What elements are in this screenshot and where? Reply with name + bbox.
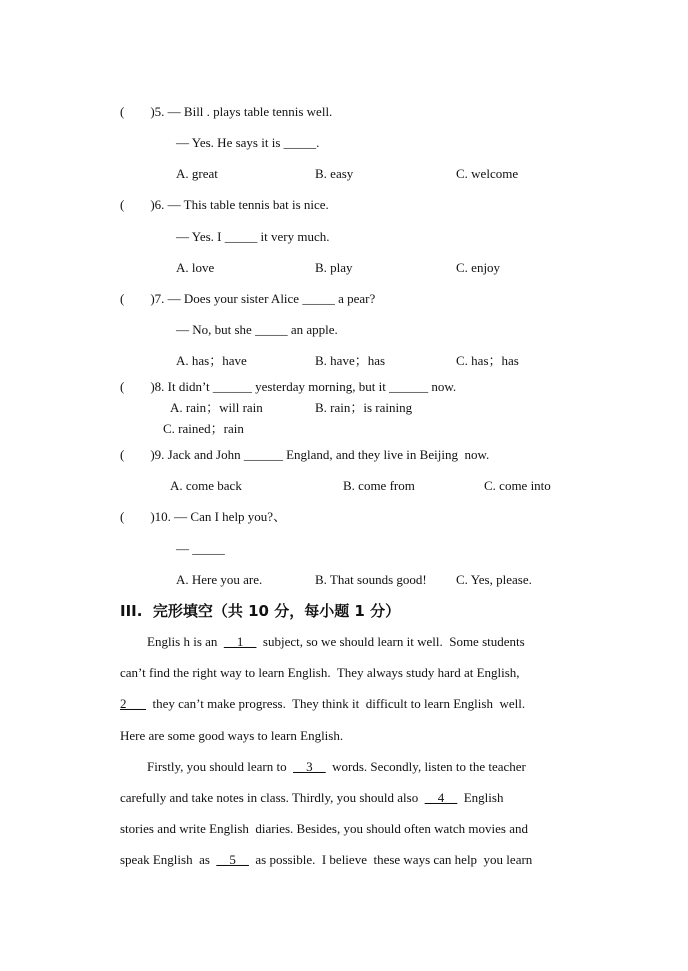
q5-stem: ( )5. — Bill . plays table tennis well. [120, 104, 333, 119]
q9-option-c: C. come into [484, 478, 551, 493]
passage-line: Here are some good ways to learn English. [120, 728, 344, 743]
q6-stem: ( )6. — This table tennis bat is nice. [120, 197, 329, 212]
passage-line: carefully and take notes in class. Thirdly, you should also __4__ English [120, 790, 504, 805]
q6-reply: — Yes. I _____ it very much. [176, 229, 330, 244]
q9-option-b: B. come from [343, 478, 415, 493]
q6-option-c: C. enjoy [456, 260, 501, 275]
passage-line: can’t find the right way to learn English. They always study hard at English, [120, 665, 520, 680]
q8-option-a: A. rain；will rain [170, 400, 263, 415]
q9-option-a: A. come back [170, 478, 242, 493]
q10-option-a: A. Here you are. [176, 572, 263, 587]
q5-option-b: B. easy [315, 166, 354, 181]
q7-stem: ( )7. — Does your sister Alice _____ a pear? [120, 291, 376, 306]
blank-5: __5__ [216, 852, 249, 867]
q7-reply: — No, but she _____ an apple. [176, 322, 338, 337]
q5-reply: — Yes. He says it is _____. [176, 135, 320, 150]
blank-3: __3__ [293, 759, 326, 774]
passage-line: Englis h is an __1__ subject, so we should learn it well. Some students [147, 634, 525, 649]
q5-option-a: A. great [176, 166, 218, 181]
q9-stem: ( )9. Jack and John ______ England, and they live in Beijing now. [120, 447, 490, 462]
q5-option-c: C. welcome [456, 166, 519, 181]
section-heading: III. 完形填空（共 10 分，每小题 1 分） [120, 602, 401, 620]
blank-2: 2___ [120, 696, 146, 711]
q8-stem: ( )8. It didn’t ______ yesterday morning, but it ______ now. [120, 379, 457, 394]
q6-option-b: B. play [315, 260, 353, 275]
passage-line: stories and write English diaries. Besides, you should often watch movies and [120, 821, 528, 836]
passage-line: 2___ they can’t make progress. They think it difficult to learn English well. [120, 696, 526, 711]
passage-line: Firstly, you should learn to __3__ words. Secondly, listen to the teacher [147, 759, 526, 774]
q10-option-c: C. Yes, please. [456, 572, 532, 587]
q8-option-b: B. rain；is raining [315, 400, 413, 415]
q10-option-b: B. That sounds good! [315, 572, 427, 587]
q7-option-c: C. has；has [456, 353, 519, 368]
q7-option-a: A. has；have [176, 353, 247, 368]
q10-stem: ( )10. — Can I help you?、 [120, 509, 287, 524]
q7-option-b: B. have；has [315, 353, 386, 368]
q6-option-a: A. love [176, 260, 215, 275]
passage-line: speak English as __5__ as possible. I believe these ways can help you learn [120, 852, 533, 867]
blank-1: __1__ [223, 634, 257, 649]
q8-option-c: C. rained；rain [163, 421, 244, 436]
blank-4: __4__ [424, 790, 458, 805]
q10-reply: — _____ [176, 541, 225, 556]
